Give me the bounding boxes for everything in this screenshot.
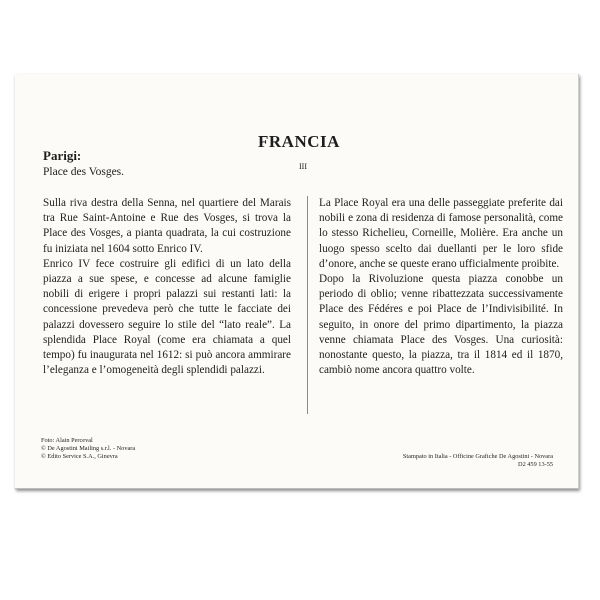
credit-line: © De Agostini Mailing s.r.l. - Novara (41, 445, 136, 453)
city-title: Parigi: (43, 148, 82, 163)
paragraph: La Place Royal era una delle passeggiate preferite dai nobili e zona di residenza di famose personalità, come lo stesso Richelieu, Corneille, Molière. Era anche un luogo spesso scelto dai duellanti per le loro sfide d’onore, anche se queste erano ufficialmente proibite. (319, 197, 563, 270)
paragraph: Enrico IV fece costruire gli edifici di un lato della piazza a sue spese, e concesse ad alcune famiglie nobili di erigere i propri palazzi sui restanti lati: la concessione prevedeva però che tutte le facciate dei palazzi dovessero seguire lo stile del “lato reale”. La splendida Place Royal (come era chiamata a quel tempo) fu inaugurata nel 1612: si può ancora ammirare l’eleganza e l’omogeneità degli splendidi palazzi. (43, 257, 291, 377)
postcard (15, 74, 579, 489)
paragraph: Dopo la Rivoluzione questa piazza conobbe un periodo di oblio; venne ribattezzata successivamente Place des Fédéres e poi Place de l’Indivisibilité. In seguito, in onore del primo dipartimento, la piazza venne chiamata Place des Vosges. Una curiosità: nonostante questo, la piazza, tra il 1814 ed il 1870, cambiò nome ancora quattro volte. (319, 273, 563, 377)
right-text-column (319, 196, 563, 378)
column-divider (307, 196, 308, 414)
product-code: D2 459 13-55 (518, 461, 553, 469)
credit-line: Stampato in Italia - Officine Grafiche De Agostini - Novara (402, 453, 553, 460)
sheet-number: III (299, 162, 307, 171)
credit-line: © Edito Service S.A., Ginevra (41, 453, 118, 461)
paragraph: Sulla riva destra della Senna, nel quartiere del Marais tra Rue Saint-Antoine e Rue des Vosges, si trova la Place des Vosges, a pianta quadrata, la cui costruzione fu iniziata nel 1604 sotto Enrico IV. (43, 197, 291, 255)
printer-credits (367, 453, 553, 469)
left-text-column (43, 196, 291, 378)
credit-line: Foto: Alain Perceval (41, 437, 93, 444)
country-title: FRANCIA (258, 132, 340, 151)
place-subtitle: Place des Vosges. (43, 166, 125, 178)
photo-credits (41, 437, 135, 462)
